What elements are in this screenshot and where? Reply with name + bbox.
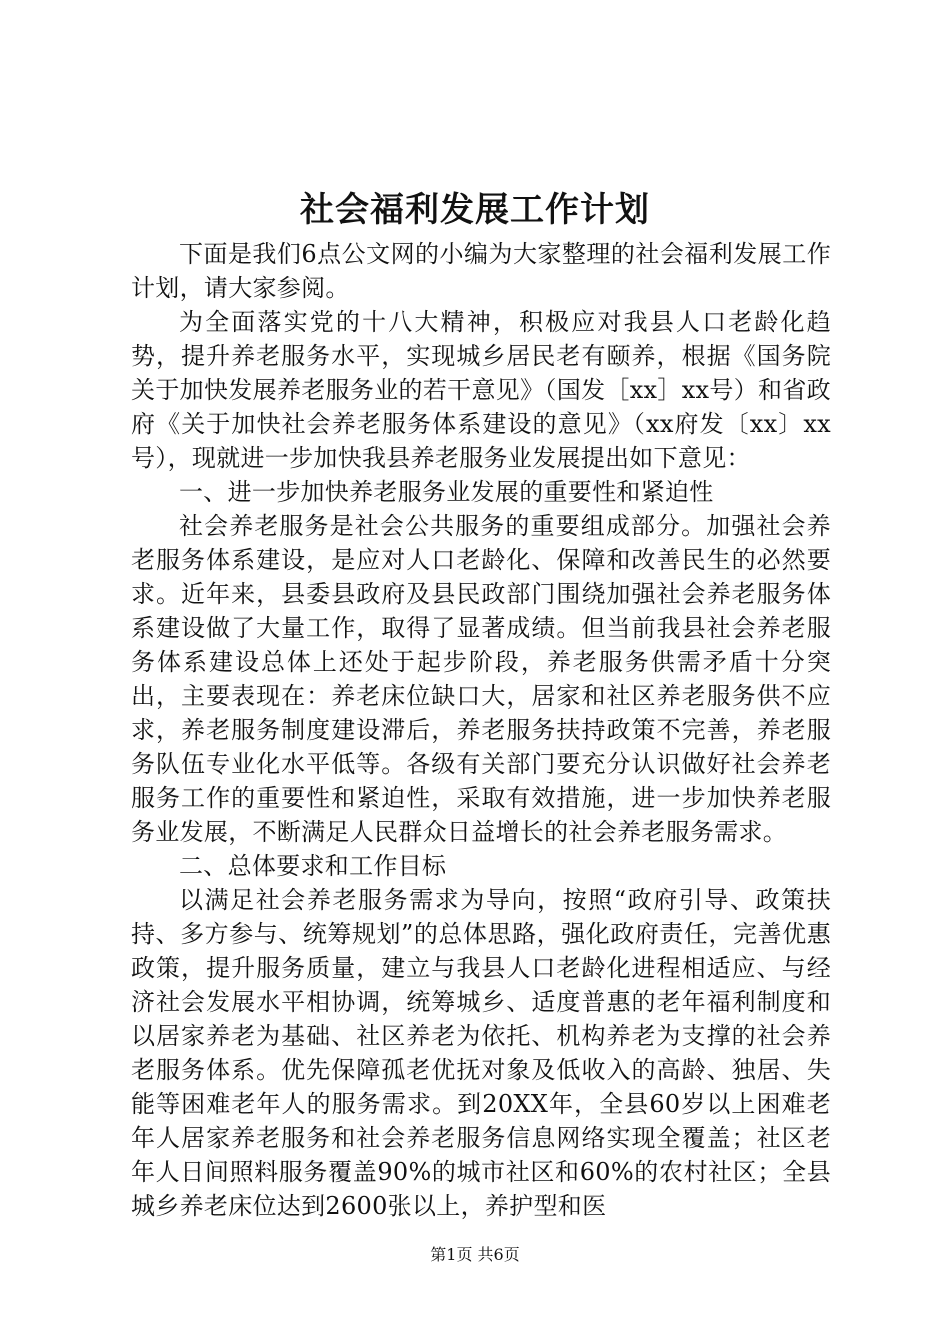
section-heading-2: 二、总体要求和工作目标 bbox=[179, 852, 447, 880]
document-title: 社会福利发展工作计划 bbox=[300, 190, 650, 230]
section-1-paragraph: 社会养老服务是社会公共服务的重要组成部分。加强社会养老服务体系建设，是应对人口老龄化、保障和改善民生的必然要求。近年来，县委县政府及县民政部门围绕加强社会养老服务体系建设做了大量工作，取得了显著成绩。但当前我县社会养老服务体系建设总体上还处于起步阶段，养老服务供需矛盾十分突出，主要表现在：养老床位缺口大，居家和社区养老服务供不应求，养老服务制度建设滞后，养老服务扶持政策不完善，养老服务队伍专业化水平低等。各级有关部门要充分认识做好社会养老服务工作的重要性和紧迫性，采取有效措施，进一步加快养老服务业发展，不断满足人民群众日益增长的社会养老服务需求。 bbox=[131, 512, 831, 846]
background-paragraph: 为全面落实党的十八大精神，积极应对我县人口老龄化趋势，提升养老服务水平，实现城乡居民老有颐养，根据《国务院关于加快发展养老服务业的若干意见》（国发［xx］xx号）和省政府《关于加快社会养老服务体系建设的意见》（xx府发〔xx〕xx号），现就进一步加快我县养老服务业发展提出如下意见： bbox=[131, 308, 831, 472]
section-heading-1: 一、进一步加快养老服务业发展的重要性和紧迫性 bbox=[179, 478, 714, 506]
document-body bbox=[131, 237, 831, 1223]
intro-paragraph: 下面是我们6点公文网的小编为大家整理的社会福利发展工作计划，请大家参阅。 bbox=[131, 240, 831, 302]
page-footer: 第1页 共6页 bbox=[430, 1245, 520, 1264]
section-2-paragraph: 以满足社会养老服务需求为导向，按照“政府引导、政策扶持、多方参与、统筹规划”的总体思路，强化政府责任，完善优惠政策，提升服务质量，建立与我县人口老龄化进程相适应、与经济社会发展水平相协调，统筹城乡、适度普惠的老年福利制度和以居家养老为基础、社区养老为依托、机构养老为支撑的社会养老服务体系。优先保障孤老优抚对象及低收入的高龄、独居、失能等困难老年人的服务需求。到20XX年，全县60岁以上困难老年人居家养老服务和社会养老服务信息网络实现全覆盖；社区老年人日间照料服务覆盖90%的城市社区和60%的农村社区；全县城乡养老床位达到2600张以上，养护型和医 bbox=[131, 886, 831, 1220]
